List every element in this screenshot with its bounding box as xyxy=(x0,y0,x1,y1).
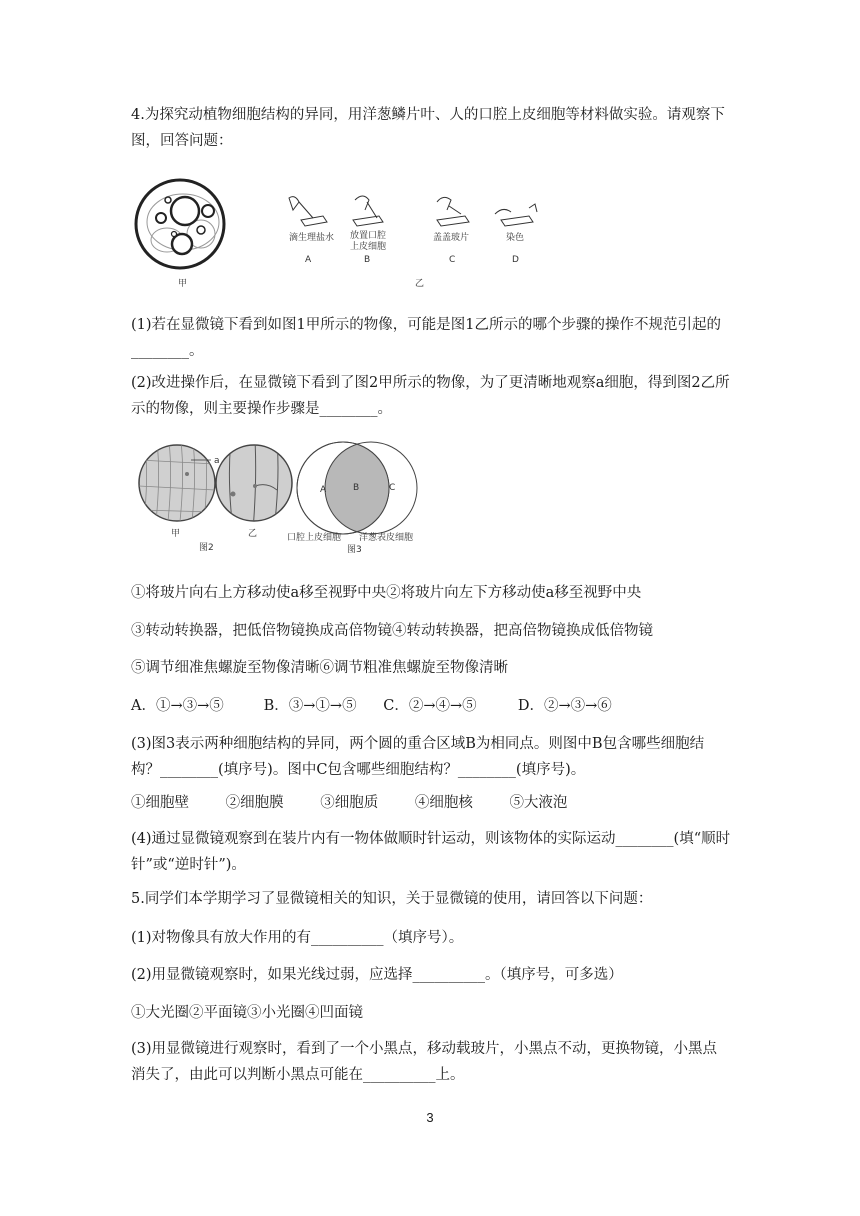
step-b-text: 放置口腔 xyxy=(350,231,387,241)
q4-sub1: (1)若在显微镜下看到如图1甲所示的物像，可能是图1乙所示的哪个步骤的操作不规范引起的________。 xyxy=(131,317,721,359)
step-c-letter: C xyxy=(449,255,456,265)
figure-1-jia-label: 甲 xyxy=(178,279,188,289)
venn-a-label: A xyxy=(320,485,327,495)
figure-2-3 xyxy=(131,440,441,562)
venn-right-label: 洋葱表皮细胞 xyxy=(359,533,414,543)
figure-1-yi-label: 乙 xyxy=(415,279,425,289)
venn-left-label: 口腔上皮细胞 xyxy=(287,533,342,543)
q4-sub4: (4)通过显微镜观察到在装片内有一物体做顺时针运动，则该物体的实际运动________(填“顺时针”或“逆时针”)。 xyxy=(131,831,731,873)
step-b-illustration xyxy=(353,196,383,226)
figure-1-jia-microscope-view xyxy=(136,180,224,268)
step-b-letter: B xyxy=(364,255,371,265)
q4-structures xyxy=(131,790,731,816)
structure-1: ①细胞壁 xyxy=(131,795,189,811)
q4-sub3: (3)图3表示两种细胞结构的异同，两个圆的重合区域B为相同点。则图中B包含哪些细胞结构？________(填序号)。图中C包含哪些细胞结构？________(填序号)。 xyxy=(131,736,705,778)
structure-5: ⑤大液泡 xyxy=(509,795,568,811)
q4-step-line-1: ①将玻片向右上方移动使a移至视野中央②将玻片向左下方移动使a移至视野中央 xyxy=(131,585,642,601)
step-c-text: 盖盖玻片 xyxy=(433,233,470,243)
q4-sub2: (2)改进操作后，在显微镜下看到了图2甲所示的物像，为了更清晰地观察a细胞，得到图2乙所示的物像，则主要操作步骤是________。 xyxy=(131,375,730,417)
structure-3: ③细胞质 xyxy=(320,795,379,811)
step-a-text: 滴生理盐水 xyxy=(289,233,335,243)
option-d: D．②→③→⑥ xyxy=(517,698,612,714)
venn-b-label: B xyxy=(353,483,360,493)
structure-4: ④细胞核 xyxy=(414,795,473,811)
step-b-text-2: 上皮细胞 xyxy=(350,242,387,252)
q4-intro: 4.为探究动植物细胞结构的异同，用洋葱鳞片叶、人的口腔上皮细胞等材料做实验。请观察下图，回答问题： xyxy=(131,107,725,149)
option-c: C．②→④→⑤ xyxy=(383,698,477,714)
figure-2-caption: 图2 xyxy=(199,543,214,553)
figure-2-jia-label: 甲 xyxy=(171,529,181,539)
venn-c-label: C xyxy=(389,483,396,493)
option-a: A．①→③→⑤ xyxy=(131,698,224,714)
step-a-illustration xyxy=(289,197,327,226)
q4-options xyxy=(131,693,731,719)
q4-step-line-2: ③转动转换器，把低倍物镜换成高倍物镜④转动转换器，把高倍物镜换成低倍物镜 xyxy=(131,623,653,639)
q5-sub1: (1)对物像具有放大作用的有__________（填序号）。 xyxy=(131,930,464,946)
step-d-text: 染色 xyxy=(506,233,525,243)
figure-2-jia-view xyxy=(139,440,215,530)
option-b: B．③→①→⑤ xyxy=(263,698,357,714)
page-number: 3 xyxy=(426,1110,434,1125)
figure-1 xyxy=(131,178,561,293)
q5-intro: 5.同学们本学期学习了显微镜相关的知识，关于显微镜的使用，请回答以下问题： xyxy=(131,891,653,907)
structure-2: ②细胞膜 xyxy=(225,795,284,811)
step-d-letter: D xyxy=(512,255,519,265)
figure-2-yi-label: 乙 xyxy=(248,529,258,539)
q5-sub3: (3)用显微镜进行观察时，看到了一个小黑点，移动载玻片，小黑点不动，更换物镜，小黑点消失了，由此可以判断小黑点可能在__________上。 xyxy=(131,1041,718,1083)
q5-sub2: (2)用显微镜观察时，如果光线过弱，应选择__________。（填序号，可多选） xyxy=(131,967,623,983)
figure-2-yi-view xyxy=(216,440,292,530)
q4-step-line-3: ⑤调节细准焦螺旋至物像清晰⑥调节粗准焦螺旋至物像清晰 xyxy=(131,660,508,676)
figure-3-caption: 图3 xyxy=(347,545,362,555)
step-d-illustration xyxy=(495,204,537,226)
figure-2-a-label: a xyxy=(214,456,220,466)
step-a-letter: A xyxy=(305,255,312,265)
q5-choices: ①大光圈②平面镜③小光圈④凹面镜 xyxy=(131,1005,363,1021)
step-c-illustration xyxy=(437,197,469,226)
